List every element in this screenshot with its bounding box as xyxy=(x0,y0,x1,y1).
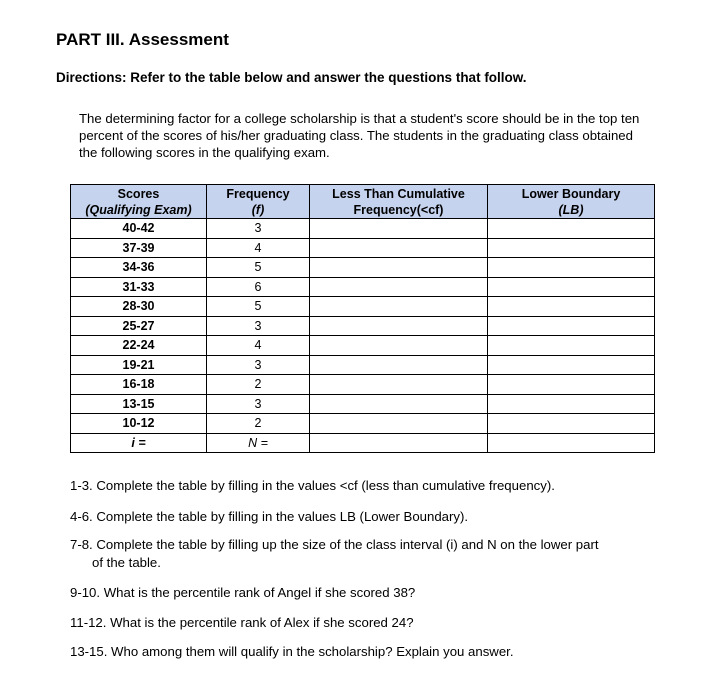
total-n-label: N = xyxy=(207,433,310,453)
lower-boundary-cell[interactable] xyxy=(488,219,655,239)
lower-boundary-cell[interactable] xyxy=(488,375,655,395)
page-title: PART III. Assessment xyxy=(56,30,229,49)
header-frequency-line2: (f) xyxy=(251,203,265,217)
lower-boundary-cell[interactable] xyxy=(488,258,655,278)
frequency-cell: 2 xyxy=(207,375,310,395)
table-row xyxy=(71,316,655,336)
directions: Directions: Refer to the table below and answer the questions that follow. xyxy=(56,70,527,85)
score-cell: 37-39 xyxy=(71,238,207,258)
cumulative-frequency-cell[interactable] xyxy=(310,297,488,317)
question-text: 7-8. Complete the table by filling up the size of the class interval (i) and N on the lower part xyxy=(70,537,599,552)
score-cell: 22-24 xyxy=(71,336,207,356)
cumulative-frequency-cell[interactable] xyxy=(310,316,488,336)
cumulative-frequency-cell[interactable] xyxy=(310,277,488,297)
lower-boundary-cell[interactable] xyxy=(488,238,655,258)
header-lower-boundary xyxy=(488,185,655,219)
frequency-cell: 4 xyxy=(207,238,310,258)
score-cell: 10-12 xyxy=(71,414,207,434)
cumulative-frequency-cell[interactable] xyxy=(310,375,488,395)
lower-boundary-cell[interactable] xyxy=(488,316,655,336)
frequency-cell: 3 xyxy=(207,219,310,239)
frequency-table xyxy=(70,184,655,453)
table-row xyxy=(71,219,655,239)
question-text-continued: of the table. xyxy=(92,555,161,570)
question-text: 13-15. Who among them will qualify in the scholarship? Explain you answer. xyxy=(70,644,514,659)
header-scores-line2: (Qualifying Exam) xyxy=(85,203,192,217)
lower-boundary-cell[interactable] xyxy=(488,336,655,356)
score-cell: 40-42 xyxy=(71,219,207,239)
table-row xyxy=(71,277,655,297)
score-cell: 31-33 xyxy=(71,277,207,297)
cumulative-frequency-cell[interactable] xyxy=(310,336,488,356)
cumulative-frequency-cell[interactable] xyxy=(310,238,488,258)
header-frequency xyxy=(207,185,310,219)
cumulative-frequency-cell[interactable] xyxy=(310,394,488,414)
frequency-cell: 3 xyxy=(207,355,310,375)
header-frequency-line1: Frequency xyxy=(226,187,290,201)
class-interval-label: i = xyxy=(71,433,207,453)
score-cell: 13-15 xyxy=(71,394,207,414)
cumulative-frequency-cell[interactable] xyxy=(310,355,488,375)
question-item xyxy=(70,614,660,632)
score-cell: 25-27 xyxy=(71,316,207,336)
frequency-cell: 5 xyxy=(207,258,310,278)
table-row xyxy=(71,394,655,414)
table-footer-row xyxy=(71,433,655,453)
lower-boundary-cell[interactable] xyxy=(488,394,655,414)
lower-boundary-cell[interactable] xyxy=(488,277,655,297)
question-item xyxy=(70,584,660,602)
question-item xyxy=(70,477,660,495)
header-cf-line2: Frequency(<cf) xyxy=(353,203,444,217)
footer-lb-cell[interactable] xyxy=(488,433,655,453)
question-text: 4-6. Complete the table by filling in the values LB (Lower Boundary). xyxy=(70,509,469,524)
header-lb-line1: Lower Boundary xyxy=(521,187,621,201)
frequency-cell: 3 xyxy=(207,394,310,414)
question-item xyxy=(70,536,660,572)
header-cf-line1: Less Than Cumulative xyxy=(332,187,465,201)
table-body xyxy=(71,219,655,434)
table-header-row xyxy=(71,185,655,219)
table-row xyxy=(71,258,655,278)
frequency-cell: 4 xyxy=(207,336,310,356)
score-cell: 19-21 xyxy=(71,355,207,375)
header-scores xyxy=(71,185,207,219)
cumulative-frequency-cell[interactable] xyxy=(310,219,488,239)
table-row xyxy=(71,336,655,356)
score-cell: 34-36 xyxy=(71,258,207,278)
header-scores-line1: Scores xyxy=(117,187,160,201)
question-text: 1-3. Complete the table by filling in the values <cf (less than cumulative frequency). xyxy=(70,478,555,493)
table-row xyxy=(71,414,655,434)
header-lb-line2: (LB) xyxy=(558,203,584,217)
question-text: 9-10. What is the percentile rank of Angel if she scored 38? xyxy=(70,585,416,600)
frequency-cell: 5 xyxy=(207,297,310,317)
frequency-cell: 6 xyxy=(207,277,310,297)
frequency-cell: 3 xyxy=(207,316,310,336)
table-row xyxy=(71,355,655,375)
question-item xyxy=(70,643,660,661)
table-row xyxy=(71,238,655,258)
lower-boundary-cell[interactable] xyxy=(488,355,655,375)
lower-boundary-cell[interactable] xyxy=(488,297,655,317)
footer-cf-cell[interactable] xyxy=(310,433,488,453)
table-row xyxy=(71,297,655,317)
cumulative-frequency-cell[interactable] xyxy=(310,414,488,434)
cumulative-frequency-cell[interactable] xyxy=(310,258,488,278)
table-row xyxy=(71,375,655,395)
question-text: 11-12. What is the percentile rank of Alex if she scored 24? xyxy=(70,615,414,630)
intro-paragraph: The determining factor for a college scholarship is that a student's score should be in the top ten percent of the scores of his/her graduating class. The students in the graduating class obtained the following scores in the qualifying exam. xyxy=(79,111,640,160)
header-cumulative-frequency xyxy=(310,185,488,219)
frequency-cell: 2 xyxy=(207,414,310,434)
score-cell: 16-18 xyxy=(71,375,207,395)
lower-boundary-cell[interactable] xyxy=(488,414,655,434)
question-item xyxy=(70,508,660,526)
score-cell: 28-30 xyxy=(71,297,207,317)
